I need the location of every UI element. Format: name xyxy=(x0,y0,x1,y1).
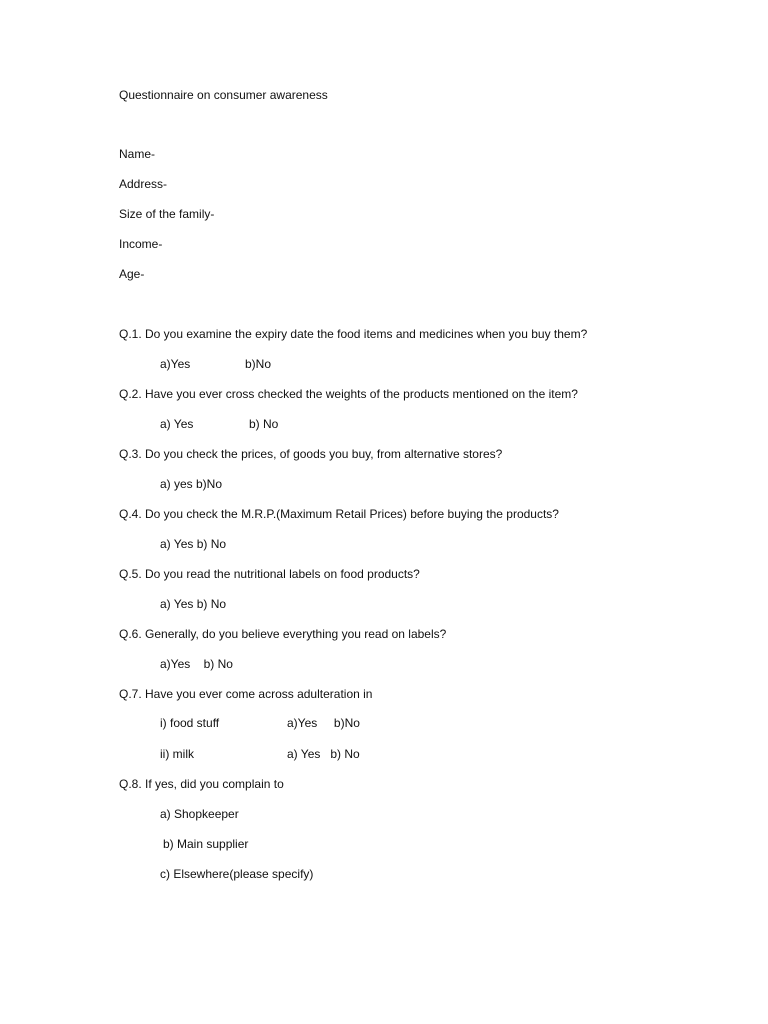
field-income: Income- xyxy=(119,237,163,251)
question-7: Q.7. Have you ever come across adulteration in xyxy=(119,687,373,701)
q8-option-a: a) Shopkeeper xyxy=(160,807,239,821)
q8-option-b: b) Main supplier xyxy=(163,837,249,851)
q7-food-stuff-options: a)Yes b)No xyxy=(287,716,360,730)
field-family-size: Size of the family- xyxy=(119,207,215,221)
question-3: Q.3. Do you check the prices, of goods you buy, from alternative stores? xyxy=(119,447,503,461)
question-2: Q.2. Have you ever cross checked the weights of the products mentioned on the item? xyxy=(119,387,578,401)
q2-option-b: b) No xyxy=(249,417,279,431)
q1-option-a: a)Yes xyxy=(160,357,191,371)
field-address: Address- xyxy=(119,177,168,191)
question-5: Q.5. Do you read the nutritional labels on food products? xyxy=(119,567,420,581)
q5-options: a) Yes b) No xyxy=(160,597,227,611)
document-title: Questionnaire on consumer awareness xyxy=(119,88,328,102)
question-4: Q.4. Do you check the M.R.P.(Maximum Retail Prices) before buying the products? xyxy=(119,507,559,521)
question-8: Q.8. If yes, did you complain to xyxy=(119,777,284,791)
q8-option-c: c) Elsewhere(please specify) xyxy=(160,867,314,881)
q7-item-food-stuff: i) food stuff xyxy=(160,716,220,730)
question-1: Q.1. Do you examine the expiry date the food items and medicines when you buy them? xyxy=(119,327,588,341)
field-age: Age- xyxy=(119,267,145,281)
q2-option-a: a) Yes xyxy=(160,417,194,431)
q6-options: a)Yes b) No xyxy=(160,657,233,671)
q4-options: a) Yes b) No xyxy=(160,537,227,551)
field-name: Name- xyxy=(119,147,156,161)
q1-option-b: b)No xyxy=(245,357,272,371)
q3-options: a) yes b)No xyxy=(160,477,223,491)
question-6: Q.6. Generally, do you believe everything you read on labels? xyxy=(119,627,447,641)
q7-milk-options: a) Yes b) No xyxy=(287,747,360,761)
q7-item-milk: ii) milk xyxy=(160,747,194,761)
